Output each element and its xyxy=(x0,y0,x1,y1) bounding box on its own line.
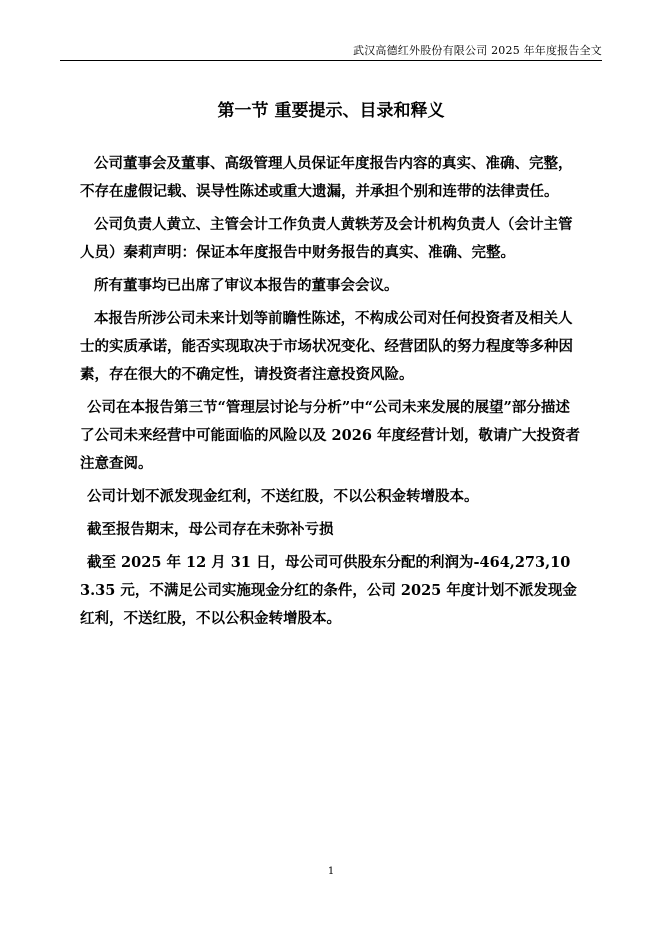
document-body xyxy=(80,150,580,638)
header-title: 武汉高德红外股份有限公司 2025 年年度报告全文 xyxy=(353,44,602,57)
running-header xyxy=(60,38,602,61)
page-number: 1 xyxy=(327,866,335,877)
paragraph-distributable-profit: 截至 2025 年 12 月 31 日，母公司可供股东分配的利润为-464,273,103.35 元，不满足公司实施现金分红的条件，公司 2025 年度计划不派发现金红利，不送红股，不以公积金转增股本。 xyxy=(80,554,577,627)
paragraph-responsible-persons: 公司负责人黄立、主管会计工作负责人黄轶芳及会计机构负责人（会计主管人员）秦莉声明：保证本年度报告中财务报告的真实、准确、完整。 xyxy=(80,216,573,261)
paragraph-risk-reference: 公司在本报告第三节“管理层讨论与分析”中“公司未来发展的展望”部分描述了公司未来经营中可能面临的风险以及 2026 年度经营计划，敬请广大投资者注意查阅。 xyxy=(80,399,580,472)
paragraph-board-guarantee: 公司董事会及董事、高级管理人员保证年度报告内容的真实、准确、完整，不存在虚假记载、误导性陈述或重大遗漏，并承担个别和连带的法律责任。 xyxy=(80,155,573,200)
section-title: 第一节 重要提示、目录和释义 xyxy=(217,101,445,121)
paragraph-directors-attendance: 所有董事均已出席了审议本报告的董事会会议。 xyxy=(94,277,399,294)
paragraph-forward-looking: 本报告所涉公司未来计划等前瞻性陈述，不构成公司对任何投资者及相关人士的实质承诺，能否实现取决于市场状况变化、经营团队的努力程度等多种因素，存在很大的不确定性，请投资者注意投资风险。 xyxy=(80,310,573,383)
paragraph-dividend-plan: 公司计划不派发现金红利，不送红股，不以公积金转增股本。 xyxy=(87,488,479,505)
paragraph-uncovered-loss: 截至报告期末，母公司存在未弥补亏损 xyxy=(87,521,334,538)
